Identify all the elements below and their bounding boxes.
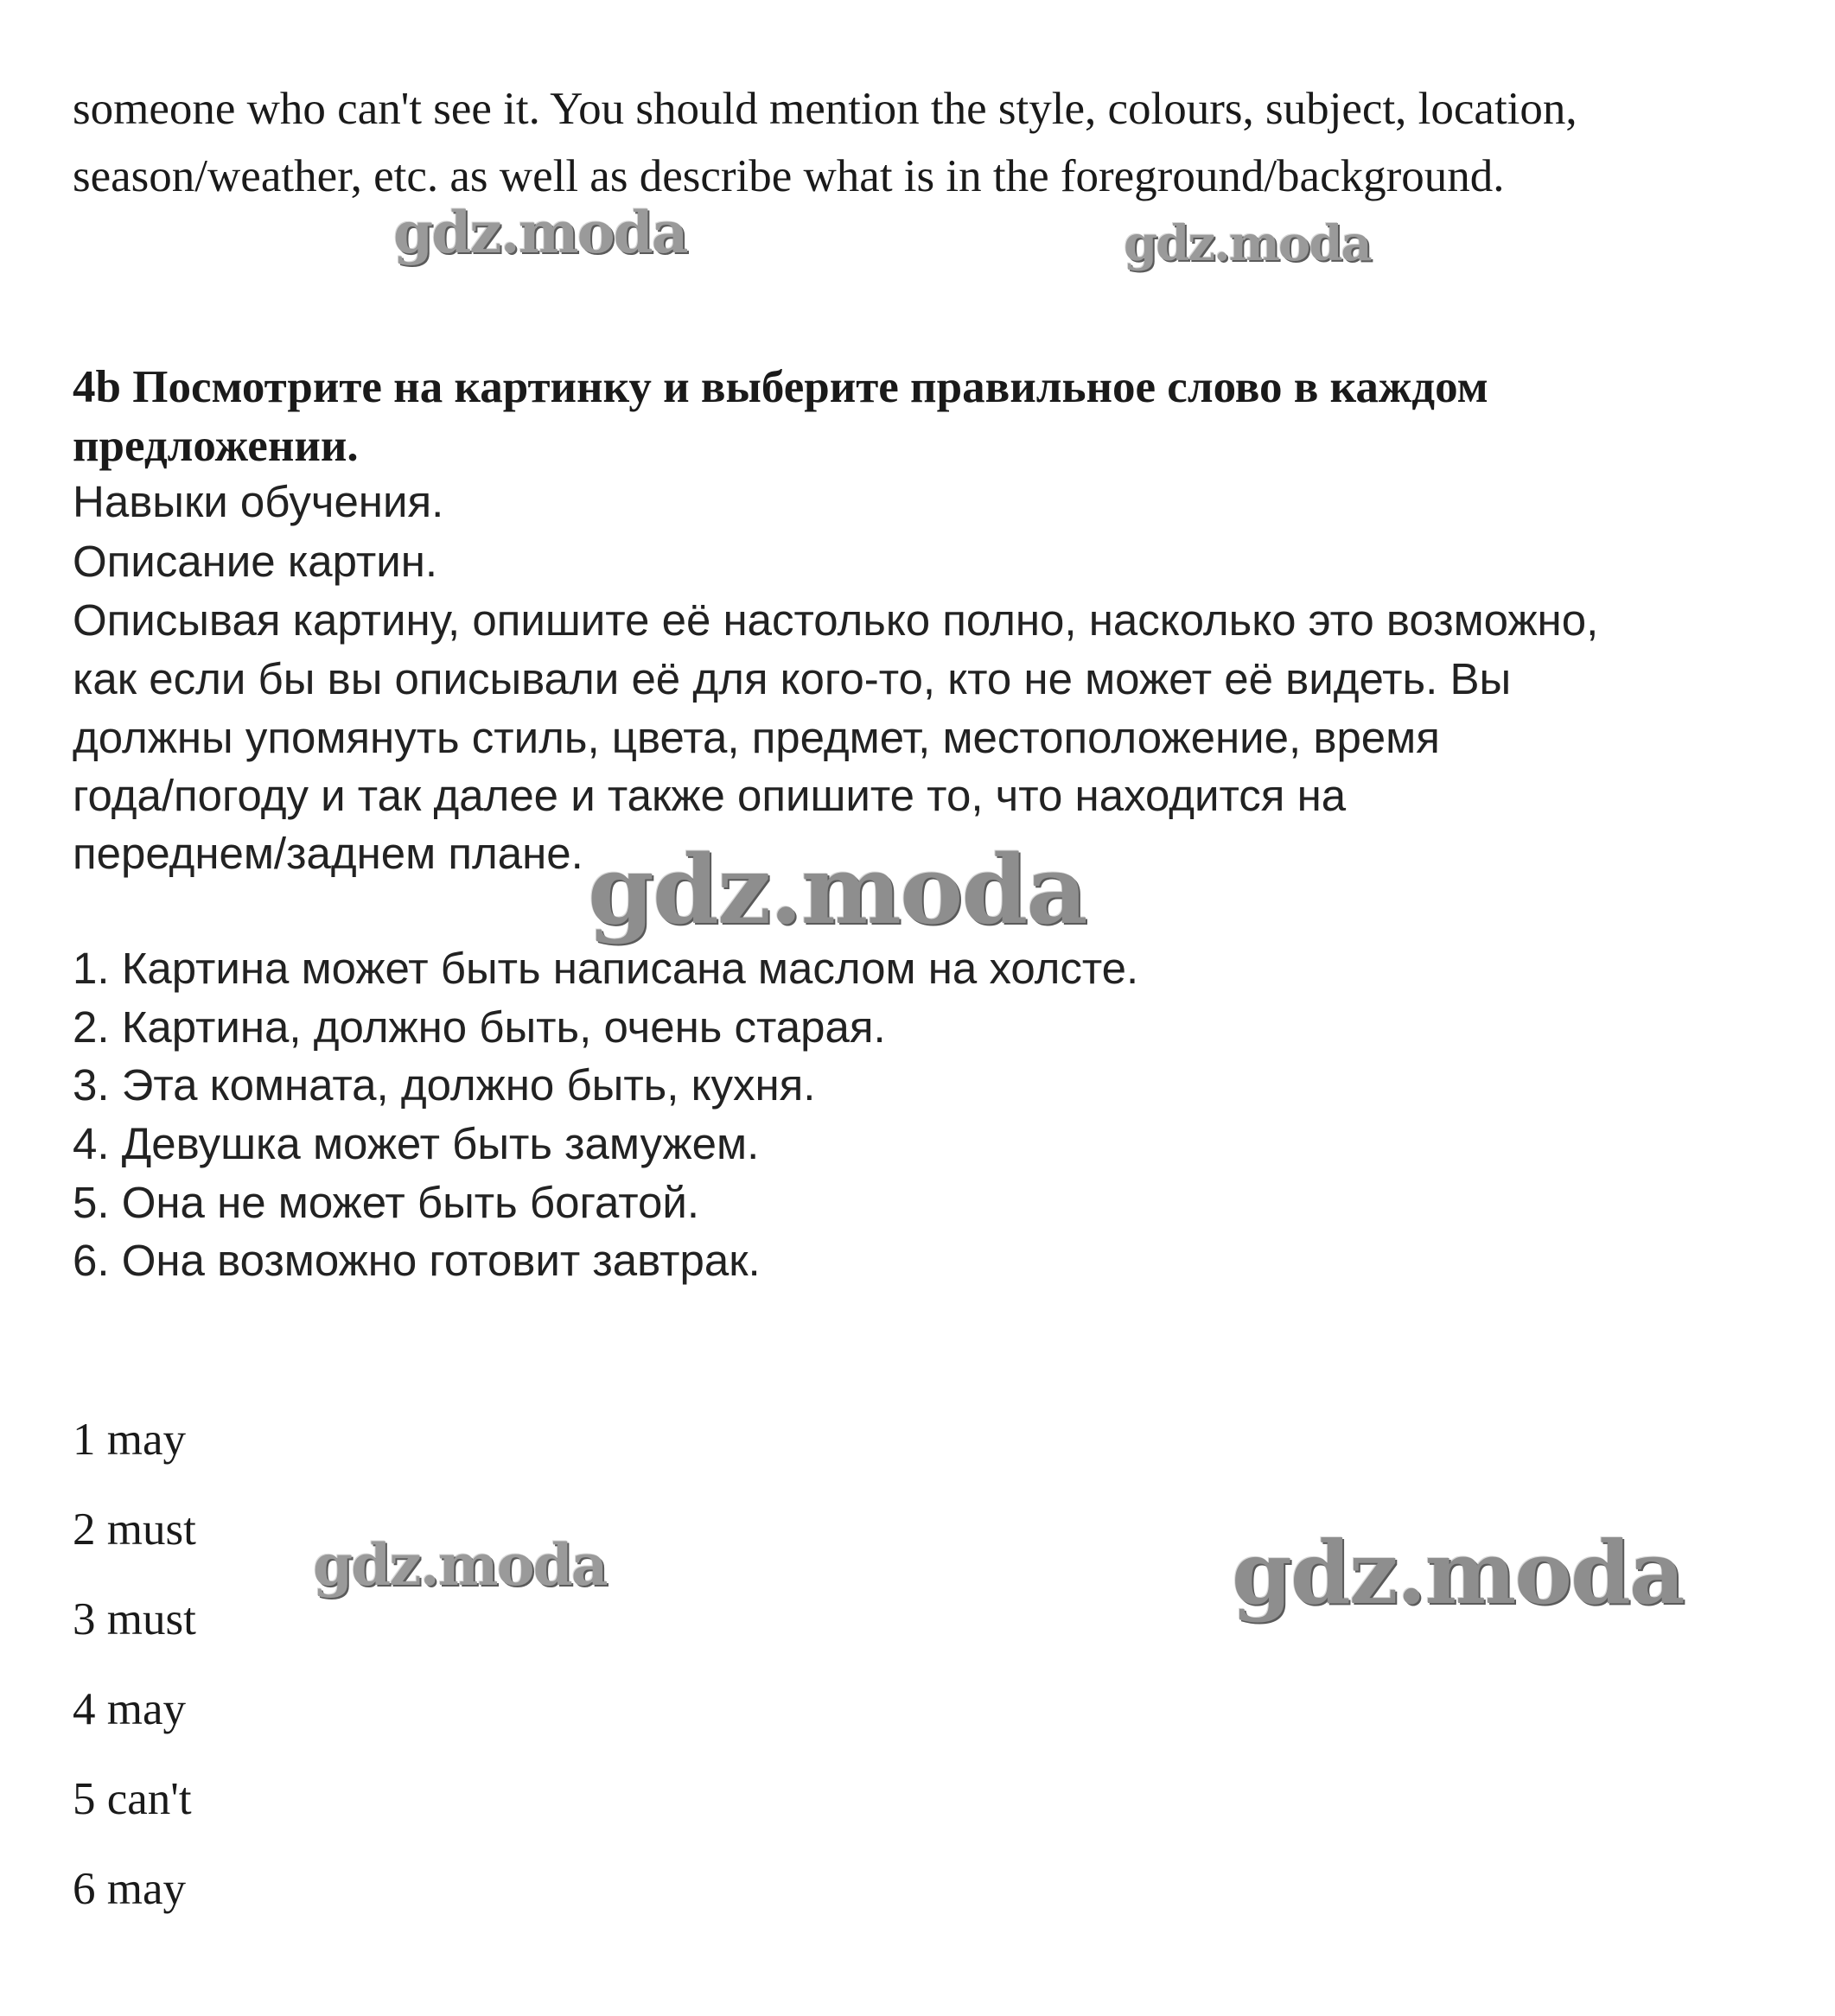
sentence-item: 1. Картина может быть написана маслом на холсте.	[73, 944, 1139, 993]
answer-item: 4 may	[73, 1684, 186, 1734]
task-body-line: переднем/заднем плане.	[73, 829, 583, 878]
task-heading-line-1: 4b Посмотрите на картинку и выберите правильное слово в каждом	[73, 362, 1488, 412]
sentence-item: 6. Она возможно готовит завтрак.	[73, 1236, 761, 1285]
answer-item: 2 must	[73, 1504, 196, 1555]
task-body-line: года/погоду и так далее и также опишите то, что находится на	[73, 771, 1347, 820]
answer-item: 5 can't	[73, 1774, 192, 1824]
watermark-logo: gdz.moda	[1232, 1522, 1684, 1624]
watermark-logo: gdz.moda	[1124, 215, 1371, 272]
task-body-line: как если бы вы описывали её для кого-то, кто не может её видеть. Вы	[73, 654, 1512, 703]
intro-line-2: season/weather, etc. as well as describe what is in the foreground/background.	[73, 151, 1505, 201]
answer-item: 1 may	[73, 1415, 186, 1465]
answer-item: 6 may	[73, 1864, 186, 1914]
task-heading-line-2: предложении.	[73, 421, 359, 471]
task-body-line: Описание картин.	[73, 537, 438, 586]
watermark-logo: gdz.moda	[588, 834, 1086, 945]
watermark-logo: gdz.moda	[313, 1531, 607, 1599]
intro-line-1: someone who can't see it. You should mention the style, colours, subject, location,	[73, 84, 1577, 134]
answer-item: 3 must	[73, 1594, 196, 1644]
sentence-item: 5. Она не может быть богатой.	[73, 1178, 700, 1227]
sentence-item: 4. Девушка может быть замужем.	[73, 1119, 760, 1168]
task-body-line: должны упомянуть стиль, цвета, предмет, местоположение, время	[73, 713, 1440, 762]
sentence-item: 2. Картина, должно быть, очень старая.	[73, 1002, 886, 1052]
task-body-line: Навыки обучения.	[73, 477, 444, 526]
task-body-line: Описывая картину, опишите её настолько полно, насколько это возможно,	[73, 595, 1599, 645]
sentence-item: 3. Эта комната, должно быть, кухня.	[73, 1060, 816, 1110]
watermark-logo: gdz.moda	[393, 199, 687, 266]
